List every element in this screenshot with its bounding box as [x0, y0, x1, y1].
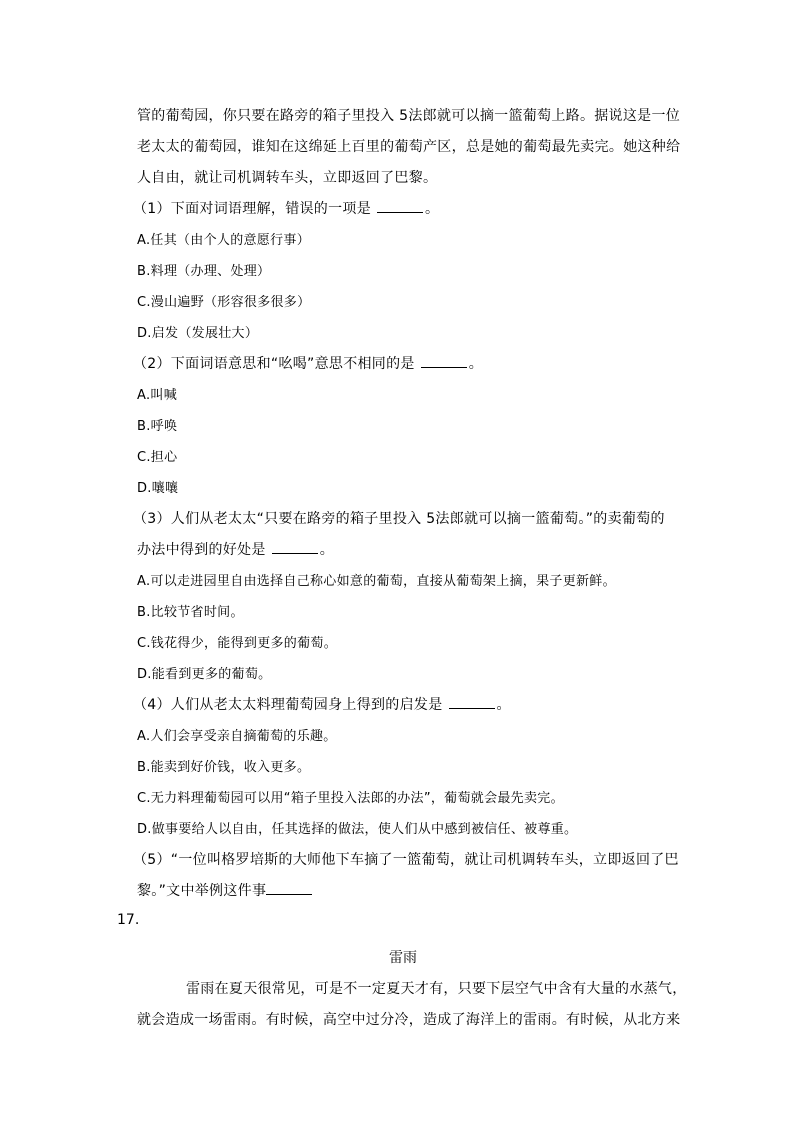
- question-2-stem: （2）下面词语意思和“吆喝”意思不相同的是 。: [133, 356, 484, 372]
- question-3-stem-line1: （3）人们从老太太“只要在路旁的箱子里投入 5法郎就可以摘一篮葡萄。”的卖葡萄的: [133, 511, 665, 527]
- question-2-option-a: A.叫喊: [137, 388, 177, 403]
- passage-line: 管的葡萄园，你只要在路旁的箱子里投入 5法郎就可以摘一篮葡萄上路。据说这是一位: [137, 108, 681, 124]
- question-3-option-c: C.钱花得少，能得到更多的葡萄。: [137, 636, 338, 651]
- passage-line: 人自由，就让司机调转车头，立即返回了巴黎。: [137, 170, 438, 186]
- question-1-option-d: D.启发（发展壮大）: [137, 326, 259, 341]
- answer-blank[interactable]: [266, 882, 312, 895]
- question-1-option-c: C.漫山遍野（形容很多很多）: [137, 295, 311, 310]
- answer-blank[interactable]: [449, 696, 495, 709]
- answer-blank[interactable]: [421, 355, 467, 368]
- question-2-option-c: C.担心: [137, 450, 178, 465]
- question-5-stem-line1: （5）“一位叫格罗培斯的大师他下车摘了一篮葡萄，就让司机调转车头，立即返回了巴: [133, 852, 679, 868]
- question-3-option-d: D.能看到更多的葡萄。: [137, 667, 272, 682]
- question-2-option-b: B.呼唤: [137, 419, 178, 434]
- passage-line: 雷雨在夏天很常见，可是不一定夏天才有，只要下层空气中含有大量的水蒸气，: [186, 981, 687, 997]
- question-4-option-b: B.能卖到好价钱，收入更多。: [137, 760, 311, 775]
- answer-blank[interactable]: [272, 541, 318, 554]
- question-5-stem-line2: 黎。”文中举例这件事: [137, 876, 669, 907]
- question-1-option-a: A.任其（由个人的意愿行事）: [137, 233, 310, 248]
- question-2-option-d: D.嚷嚷: [137, 481, 179, 496]
- passage-line: 老太太的葡萄园，谁知在这绵延上百里的葡萄产区，总是她的葡萄最先卖完。她这种给: [137, 139, 681, 155]
- question-1-stem: （1）下面对词语理解，错误的一项是 。: [133, 201, 440, 217]
- question-4-option-d: D.做事要给人以自由，任其选择的做法，使人们从中感到被信任、被尊重。: [137, 822, 578, 837]
- document-page: [133, 101, 681, 907]
- passage-title: 雷雨: [389, 950, 417, 966]
- question-3-stem-line2: 办法中得到的好处是 。: [137, 542, 335, 558]
- question-4-stem: （4）人们从老太太料理葡萄园身上得到的启发是 。: [133, 697, 511, 713]
- passage-line: 就会造成一场雷雨。有时候，高空中过分冷，造成了海洋上的雷雨。有时候，从北方来: [137, 1012, 681, 1028]
- reading-passage: [137, 943, 687, 1036]
- question-4-option-a: A.人们会享受亲自摘葡萄的乐趣。: [137, 729, 337, 744]
- question-number: 17.: [117, 912, 140, 928]
- question-3-option-a: A.可以走进园里自由选择自己称心如意的葡萄，直接从葡萄架上摘，果子更新鲜。: [137, 574, 616, 589]
- answer-blank[interactable]: [377, 200, 423, 213]
- question-4-option-c: C.无力料理葡萄园可以用“箱子里投入法郎的办法”，葡萄就会最先卖完。: [137, 791, 564, 806]
- question-1-option-b: B.料理（办理、处理）: [137, 264, 271, 279]
- question-3-option-b: B.比较节省时间。: [137, 605, 244, 620]
